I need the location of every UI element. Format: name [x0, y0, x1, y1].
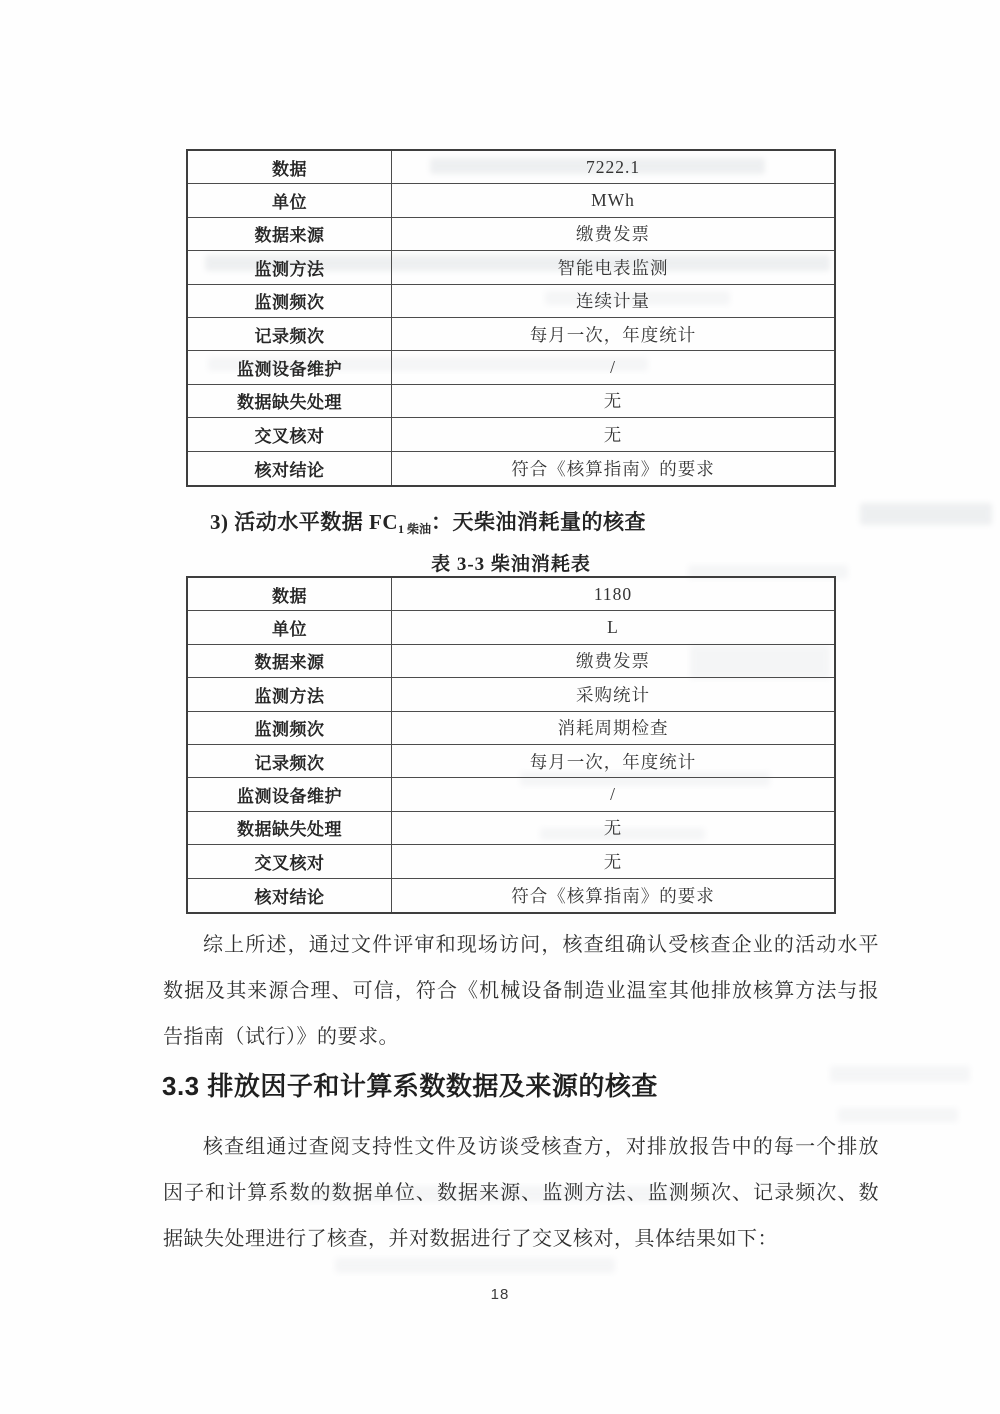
row-label: 数据 — [188, 578, 392, 610]
row-value: 智能电表监测 — [557, 257, 669, 278]
table-row — [188, 778, 834, 811]
item-heading-text: 3) 活动水平数据 FC — [210, 510, 398, 534]
row-label: 单位 — [188, 184, 392, 216]
row-value: 1180 — [593, 583, 633, 604]
row-value: 连续计量 — [576, 291, 650, 312]
table-row — [188, 351, 834, 384]
diesel-table-caption: 表 3-3 柴油消耗表 — [431, 554, 591, 575]
row-label: 核对结论 — [188, 452, 392, 485]
row-value: MWh — [591, 190, 635, 211]
row-value: / — [610, 784, 616, 805]
table-row — [188, 318, 834, 351]
row-value: 缴费发票 — [576, 651, 650, 672]
table-row — [188, 151, 834, 184]
summary-paragraph: 综上所述，通过文件评审和现场访问，核查组确认受核查企业的活动水平数据及其来源合理、可信，符合《机械设备制造业温室其他排放核算方法与报告指南（试行）》的要求。 — [163, 934, 879, 1048]
row-label: 记录频次 — [188, 745, 392, 777]
row-value: L — [607, 617, 619, 638]
row-value: / — [610, 357, 616, 378]
table-row — [188, 812, 834, 845]
row-value: 符合《核算指南》的要求 — [511, 458, 715, 479]
diesel-consumption-table — [186, 576, 836, 914]
table-row — [188, 285, 834, 318]
row-label: 监测频次 — [188, 712, 392, 744]
row-value: 无 — [603, 851, 623, 872]
row-label: 单位 — [188, 611, 392, 643]
table-row — [188, 845, 834, 878]
section-heading-3-3: 3.3 排放因子和计算系数数据及来源的核查 — [162, 1071, 658, 1101]
row-label: 数据 — [188, 151, 392, 183]
row-label: 监测方法 — [188, 678, 392, 710]
table-row — [188, 645, 834, 678]
table-row — [188, 578, 834, 611]
item-heading — [210, 506, 646, 537]
page-number: 18 — [490, 1286, 510, 1303]
electricity-consumption-table — [186, 149, 836, 487]
row-label: 交叉核对 — [188, 845, 392, 877]
row-label: 数据来源 — [188, 645, 392, 677]
row-value: 每月一次，年度统计 — [529, 324, 697, 345]
row-label: 监测设备维护 — [188, 351, 392, 383]
row-label: 监测设备维护 — [188, 778, 392, 810]
table-row — [188, 879, 834, 912]
row-value: 符合《核算指南》的要求 — [511, 885, 715, 906]
table-row — [188, 251, 834, 284]
row-value: 每月一次，年度统计 — [529, 751, 697, 772]
table-row — [188, 418, 834, 451]
row-value: 采购统计 — [576, 684, 650, 705]
emission-factor-paragraph: 核查组通过查阅支持性文件及访谈受核查方，对排放报告中的每一个排放因子和计算系数的数据单位、数据来源、监测方法、监测频次、记录频次、数据缺失处理进行了核查，并对数据进行了交叉核对，具体结果如下： — [163, 1136, 879, 1250]
table-row — [188, 452, 834, 485]
table-row — [188, 218, 834, 251]
row-value: 消耗周期检查 — [557, 718, 669, 739]
table-row — [188, 712, 834, 745]
row-value: 缴费发票 — [576, 224, 650, 245]
row-label: 记录频次 — [188, 318, 392, 350]
table-row — [188, 745, 834, 778]
row-value: 无 — [603, 818, 623, 839]
row-value: 无 — [603, 391, 623, 412]
row-label: 数据缺失处理 — [188, 812, 392, 844]
scan-bleed-artifact — [830, 1066, 970, 1082]
row-label: 监测频次 — [188, 285, 392, 317]
table-row — [188, 184, 834, 217]
table-row — [188, 385, 834, 418]
row-value: 无 — [603, 424, 623, 445]
row-label: 数据来源 — [188, 218, 392, 250]
table-row — [188, 678, 834, 711]
scan-bleed-artifact — [838, 1108, 958, 1122]
row-label: 监测方法 — [188, 251, 392, 283]
row-value: 7222.1 — [585, 156, 641, 177]
item-heading-subscript: 1 柴油 — [398, 522, 432, 536]
scan-bleed-artifact — [860, 503, 992, 525]
row-label: 数据缺失处理 — [188, 385, 392, 417]
item-heading-tail: ：天柴油消耗量的核查 — [431, 510, 647, 534]
row-label: 核对结论 — [188, 879, 392, 912]
row-label: 交叉核对 — [188, 418, 392, 450]
table-row — [188, 611, 834, 644]
